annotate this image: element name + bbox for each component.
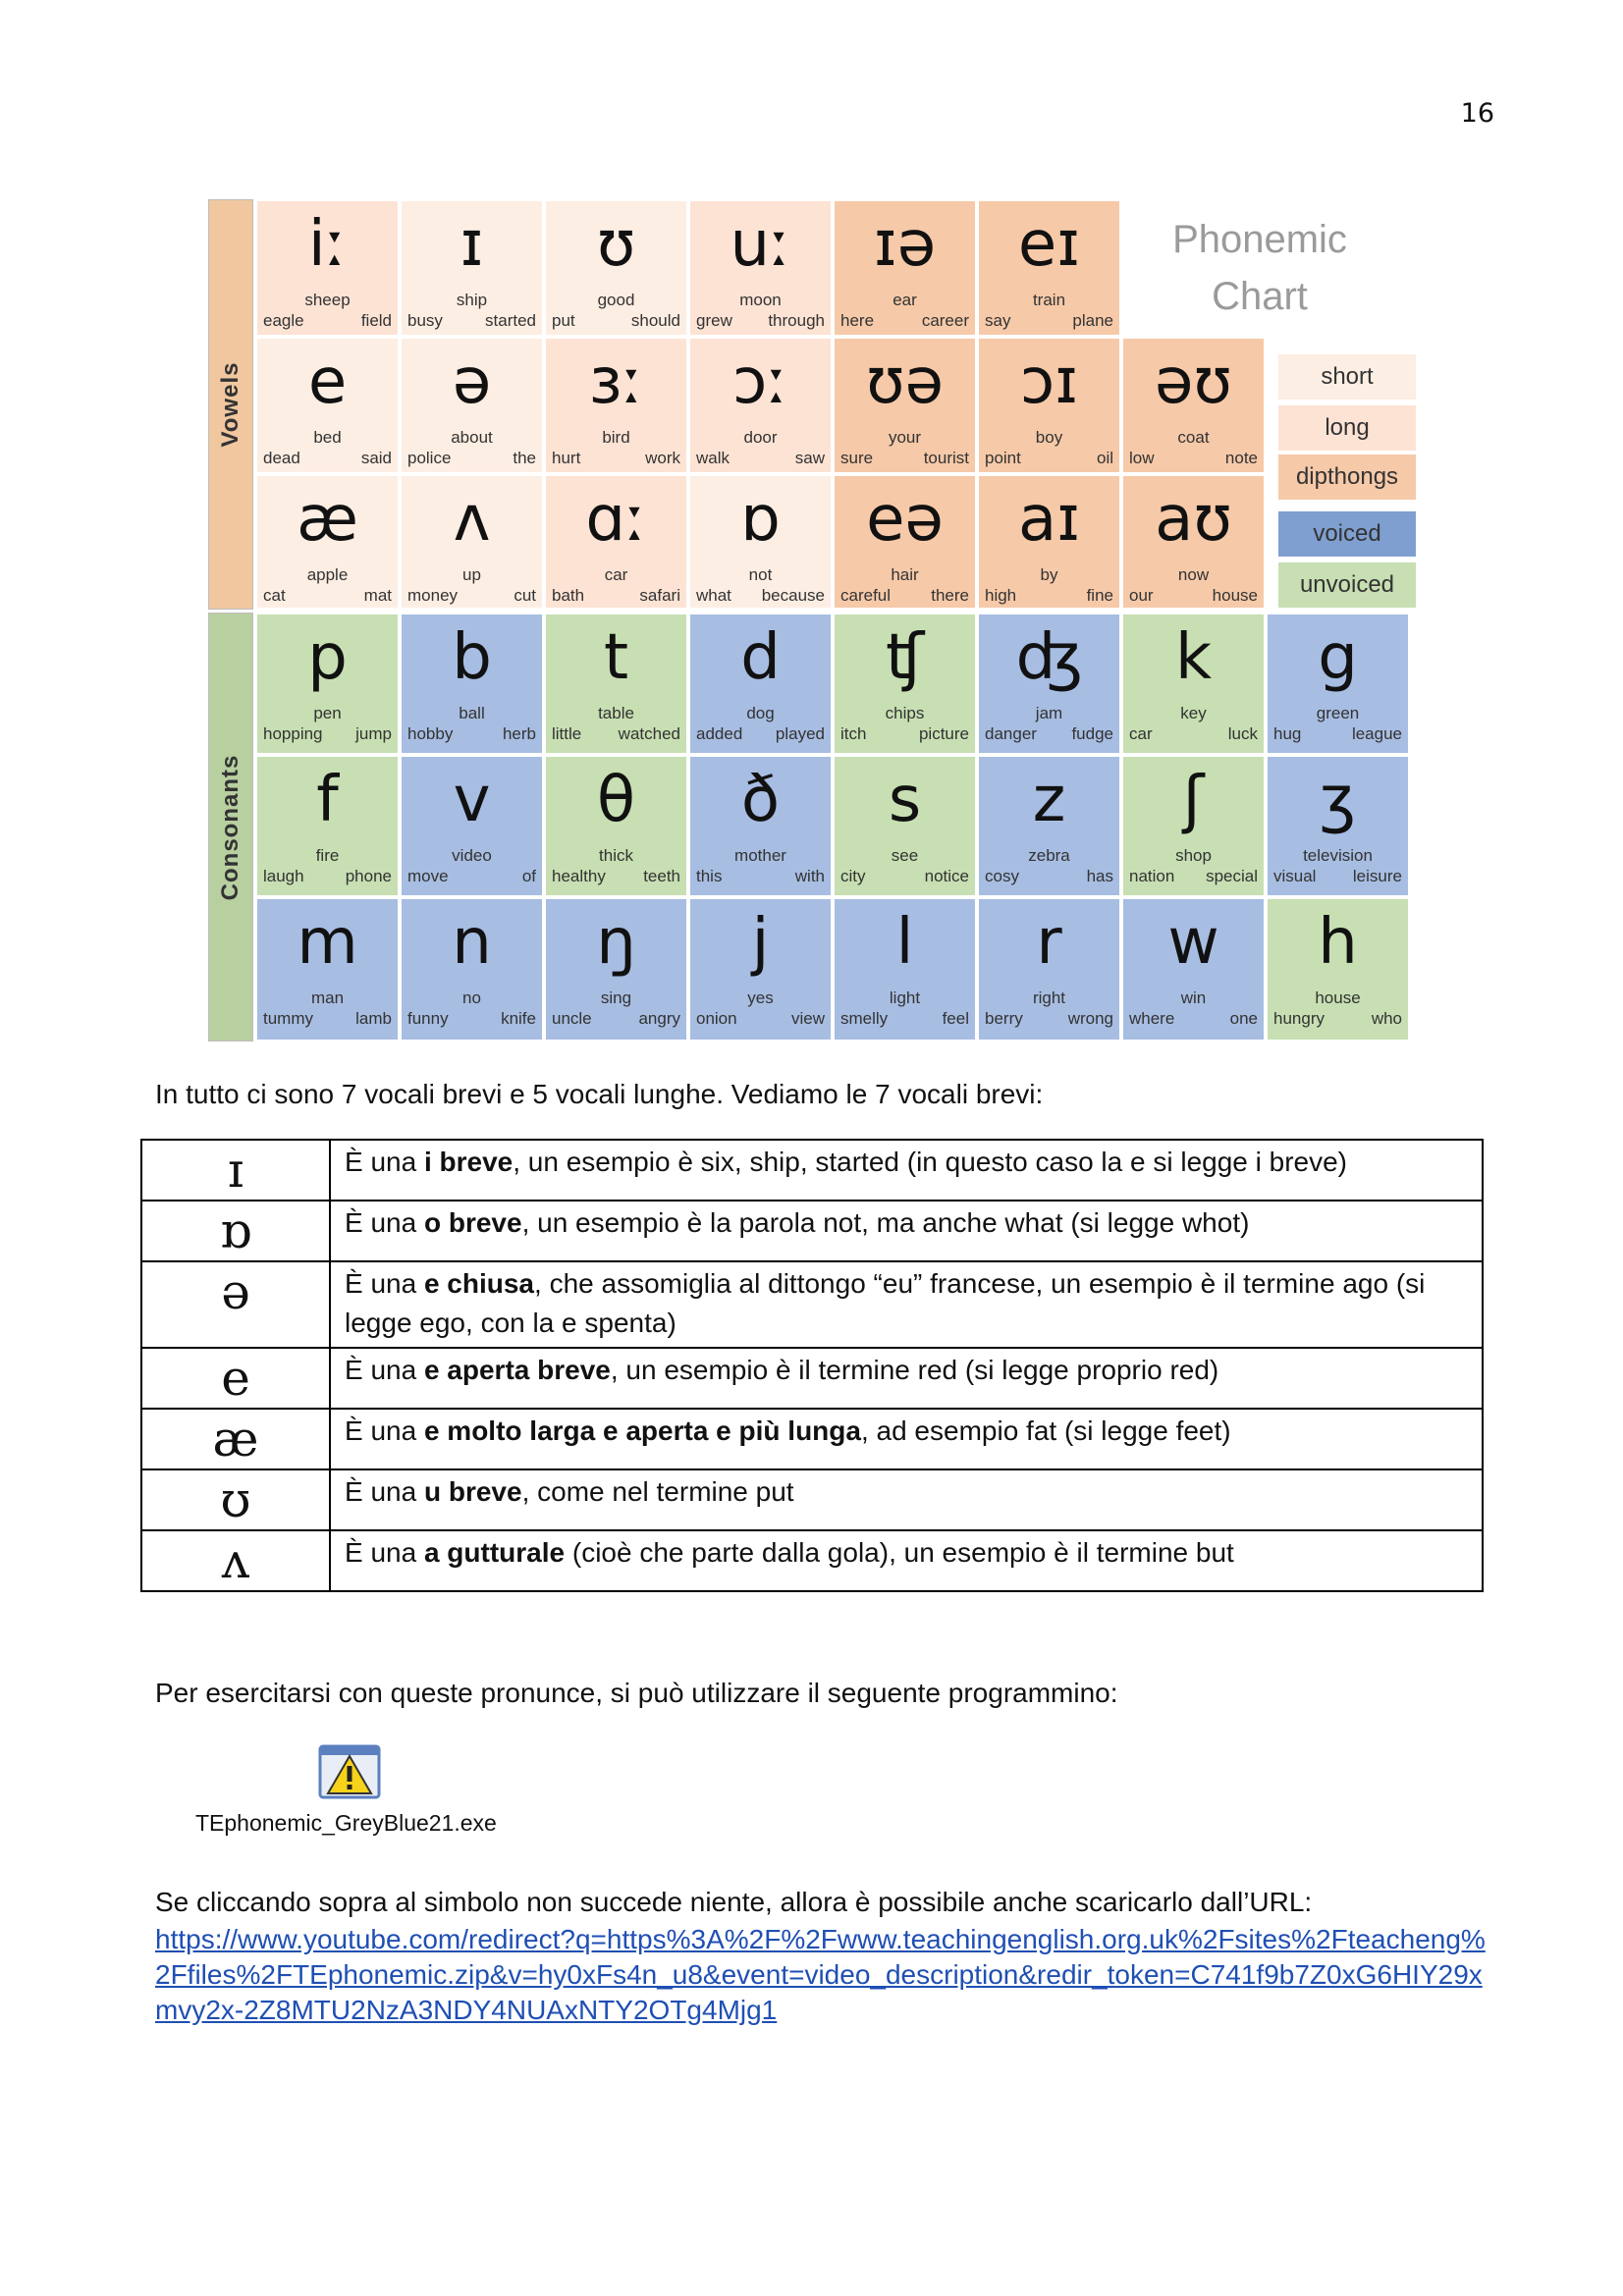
phoneme-symbol: j <box>751 906 770 979</box>
example-word: video <box>452 846 492 865</box>
example-word-right: feel <box>942 1009 969 1028</box>
description-bold: e aperta breve <box>423 1355 611 1385</box>
example-word-right: because <box>761 586 825 605</box>
example-word: car <box>604 565 628 584</box>
chart-cell <box>400 897 544 1041</box>
phoneme-symbol: ð <box>740 764 781 836</box>
chart-cell <box>255 897 400 1041</box>
description-rest: , un esempio è il termine red (si legge proprio red) <box>610 1355 1219 1385</box>
chart-cell <box>833 474 977 610</box>
example-word-right: work <box>645 449 680 467</box>
example-word: mother <box>734 846 786 865</box>
example-word-right: picture <box>918 724 969 743</box>
phoneme-symbol: aɪ <box>1018 483 1080 556</box>
chart-cell <box>400 613 544 755</box>
example-word-left: police <box>407 449 452 467</box>
description-rest: , un esempio è la parola not, ma anche what (si legge whot) <box>521 1207 1250 1238</box>
example-word-left: onion <box>696 1009 737 1028</box>
chart-cell <box>977 897 1121 1041</box>
vowel-description <box>330 1409 1483 1469</box>
example-word-right: through <box>768 311 825 330</box>
example-word-left: our <box>1129 586 1154 605</box>
vowel-symbol: ə <box>141 1261 330 1348</box>
chart-cell <box>977 337 1121 474</box>
example-word-right: note <box>1224 449 1258 467</box>
example-word: right <box>1032 988 1066 1007</box>
example-word-right: knife <box>501 1009 536 1028</box>
example-word-right: angry <box>638 1009 680 1028</box>
legend-short: short <box>1278 354 1416 400</box>
table-row <box>141 1201 1483 1261</box>
example-word: moon <box>739 291 782 309</box>
chart-cell <box>688 474 833 610</box>
table-row <box>141 1348 1483 1409</box>
example-word-right: wrong <box>1067 1009 1113 1028</box>
example-word: man <box>310 988 345 1007</box>
phoneme-symbol: z <box>1032 764 1066 836</box>
description-bold: o breve <box>423 1207 522 1238</box>
example-word-left: high <box>985 586 1017 605</box>
example-word-right: who <box>1371 1009 1402 1028</box>
practice-text: Per esercitarsi con queste pronunce, si può utilizzare il seguente programmino: <box>155 1678 1118 1708</box>
phoneme-symbol: h <box>1318 906 1358 979</box>
legend-long: long <box>1278 405 1416 451</box>
chart-cell <box>977 199 1121 337</box>
example-word: thick <box>599 846 633 865</box>
description-rest: , un esempio è six, ship, started (in questo caso la e si legge i breve) <box>513 1147 1348 1177</box>
phoneme-symbol: ɪ <box>460 208 484 281</box>
example-word: no <box>462 988 481 1007</box>
phoneme-symbol: m <box>297 906 358 979</box>
table-row <box>141 1469 1483 1530</box>
phoneme-symbol: d <box>740 621 781 694</box>
table-row <box>141 1261 1483 1348</box>
example-word-right: there <box>931 586 969 605</box>
description-rest: , che assomiglia al dittongo “eu” francese, un esempio è il termine ago (si legge ego, con la e spenta) <box>345 1268 1426 1338</box>
phoneme-symbol: s <box>888 764 922 836</box>
vowel-description <box>330 1201 1483 1261</box>
legend-unvoiced: unvoiced <box>1278 562 1416 608</box>
chart-cell <box>833 897 977 1041</box>
example-word-left: cosy <box>985 867 1019 885</box>
intro-text: In tutto ci sono 7 vocali brevi e 5 vocali lunghe. Vediamo le 7 vocali brevi: <box>155 1079 1044 1109</box>
example-word-left: funny <box>407 1009 449 1028</box>
phoneme-symbol: ʧ <box>885 621 925 694</box>
vowel-description <box>330 1261 1483 1348</box>
table-row <box>141 1409 1483 1469</box>
vowel-description <box>330 1140 1483 1201</box>
chart-cell <box>255 199 400 337</box>
example-word-right: league <box>1351 724 1402 743</box>
vowel-symbol: ʌ <box>141 1530 330 1591</box>
example-word-left: hug <box>1273 724 1302 743</box>
example-word: television <box>1303 846 1373 865</box>
legend-voiced: voiced <box>1278 511 1416 557</box>
warning-file-icon[interactable] <box>318 1744 381 1799</box>
chart-cell <box>833 199 977 337</box>
table-row <box>141 1140 1483 1201</box>
example-word-left: low <box>1129 449 1155 467</box>
example-word-left: careful <box>840 586 892 605</box>
example-word-right: field <box>360 311 392 330</box>
example-word: coat <box>1177 428 1210 447</box>
chart-title-line1: Phonemic <box>1172 218 1347 261</box>
example-word-left: laugh <box>263 867 304 885</box>
example-word-right: saw <box>794 449 825 467</box>
example-word: table <box>598 704 634 722</box>
download-url-link[interactable]: https://www.youtube.com/redirect?q=https%3A%2F%2Fwww.teachingenglish.org.uk%2Fsites%2Fteacheng%2Ffiles%2FTEphonemic.zip&v=hy0xFs4n_u8&event=video_description&redir_token=C741f9b7Z0xG6HIY29xmvy2x-2Z8MTU2NzA3NDY4NUAxNTY2OTg4Mjg1 <box>155 1924 1486 2025</box>
example-word-left: visual <box>1273 867 1317 885</box>
description-prefix: È una <box>345 1537 424 1568</box>
example-word: about <box>451 428 493 447</box>
chart-cell <box>400 474 544 610</box>
example-word: key <box>1180 704 1207 722</box>
phoneme-symbol: f <box>316 764 339 836</box>
example-word-right: one <box>1229 1009 1258 1028</box>
example-word-right: started <box>485 311 536 330</box>
example-word-left: walk <box>696 449 730 467</box>
example-word-left: hobby <box>407 724 454 743</box>
example-word-right: fudge <box>1071 724 1113 743</box>
chart-cell <box>1121 755 1266 897</box>
phoneme-symbol: t <box>603 621 629 694</box>
description-bold: u breve <box>423 1476 522 1507</box>
phoneme-symbol: θ <box>596 764 636 836</box>
example-word: your <box>888 428 922 447</box>
chart-cell <box>544 337 688 474</box>
phoneme-symbol: ə <box>452 346 492 418</box>
chart-cell <box>833 613 977 755</box>
example-word: see <box>891 846 919 865</box>
example-word-left: bath <box>552 586 585 605</box>
example-word-left: nation <box>1129 867 1175 885</box>
example-word-right: of <box>521 867 536 885</box>
example-word-left: eagle <box>263 311 304 330</box>
example-word-left: car <box>1129 724 1153 743</box>
phoneme-symbol: aʊ <box>1155 483 1232 556</box>
phoneme-symbol: eə <box>866 483 944 556</box>
chart-cell <box>1266 613 1410 755</box>
example-word-left: point <box>985 449 1021 467</box>
chart-cell <box>688 897 833 1041</box>
phoneme-symbol: uː <box>730 208 791 281</box>
chart-cell <box>977 613 1121 755</box>
chart-cell <box>977 474 1121 610</box>
example-word: bird <box>602 428 630 447</box>
example-word-left: say <box>985 311 1011 330</box>
example-word: not <box>748 565 773 584</box>
description-prefix: È una <box>345 1476 424 1507</box>
example-word-right: with <box>794 867 825 885</box>
phoneme-symbol: ɒ <box>740 483 781 556</box>
example-word-right: leisure <box>1352 867 1402 885</box>
description-bold: e chiusa <box>423 1268 535 1299</box>
phoneme-symbol: ʃ <box>1182 764 1205 836</box>
chart-cell <box>1121 474 1266 610</box>
table-row <box>141 1530 1483 1591</box>
example-word-right: jump <box>355 724 392 743</box>
chart-cell <box>1121 897 1266 1041</box>
chart-cell <box>544 613 688 755</box>
example-word-left: city <box>840 867 866 885</box>
chart-cell <box>255 755 400 897</box>
example-word-right: has <box>1086 867 1113 885</box>
example-word-right: safari <box>639 586 680 605</box>
example-word: green <box>1316 704 1360 722</box>
chart-title <box>1137 211 1382 325</box>
example-word-right: mat <box>363 586 392 605</box>
description-prefix: È una <box>345 1355 424 1385</box>
example-word: train <box>1032 291 1066 309</box>
phoneme-symbol: v <box>453 764 491 836</box>
vowel-symbol: æ <box>141 1409 330 1469</box>
chart-cell <box>977 755 1121 897</box>
example-word: house <box>1315 988 1361 1007</box>
download-text: Se cliccando sopra al simbolo non succede niente, allora è possibile anche scaricarlo dall’URL: <box>155 1887 1313 1917</box>
chart-cell <box>255 474 400 610</box>
example-word-left: dead <box>263 449 300 467</box>
example-word-right: notice <box>924 867 969 885</box>
example-word-right: watched <box>618 724 680 743</box>
phoneme-symbol: ɑː <box>585 483 647 556</box>
phoneme-symbol: iː <box>307 208 348 281</box>
example-word: zebra <box>1028 846 1070 865</box>
example-word-left: smelly <box>840 1009 889 1028</box>
example-word-right: career <box>921 311 969 330</box>
example-word: sheep <box>304 291 351 309</box>
example-word-left: grew <box>696 311 732 330</box>
example-word-left: where <box>1129 1009 1175 1028</box>
example-word-left: sure <box>840 449 874 467</box>
example-word-left: little <box>552 724 582 743</box>
example-word-right: lamb <box>355 1009 392 1028</box>
example-word-left: hurt <box>552 449 581 467</box>
example-word: ear <box>893 291 917 309</box>
phoneme-symbol: ʌ <box>453 483 491 556</box>
vowel-description <box>330 1530 1483 1591</box>
example-word-right: tourist <box>923 449 969 467</box>
example-word: pen <box>313 704 342 722</box>
example-word-right: fine <box>1086 586 1113 605</box>
example-word-left: busy <box>407 311 443 330</box>
chart-cell <box>688 337 833 474</box>
chart-cell <box>1266 755 1410 897</box>
phoneme-symbol: r <box>1036 906 1062 979</box>
example-word-left: money <box>407 586 459 605</box>
phoneme-symbol: əʊ <box>1155 346 1232 418</box>
chart-cell <box>255 337 400 474</box>
example-word-left: uncle <box>552 1009 592 1028</box>
phonemic-chart <box>208 199 1418 1041</box>
phoneme-symbol: g <box>1318 621 1358 694</box>
chart-cell <box>1121 337 1266 474</box>
example-word: door <box>743 428 778 447</box>
chart-cell <box>688 199 833 337</box>
example-word: by <box>1040 565 1058 584</box>
phoneme-symbol: ɜː <box>588 346 644 418</box>
example-word-right: cut <box>514 586 536 605</box>
phoneme-symbol: ʊ <box>596 208 636 281</box>
vowel-symbol: ɪ <box>141 1140 330 1201</box>
vowels-side-label <box>208 199 253 610</box>
description-prefix: È una <box>345 1415 424 1446</box>
example-word: hair <box>891 565 919 584</box>
phoneme-symbol: ʒ <box>1320 764 1356 836</box>
phoneme-symbol: p <box>307 621 348 694</box>
example-word-left: healthy <box>552 867 606 885</box>
example-word-left: added <box>696 724 743 743</box>
page-number: 16 <box>1460 98 1494 129</box>
example-word-left: this <box>696 867 723 885</box>
chart-cell <box>688 613 833 755</box>
example-word-right: played <box>775 724 825 743</box>
vowel-symbol: ʊ <box>141 1469 330 1530</box>
phoneme-symbol: æ <box>297 483 358 556</box>
example-word-right: luck <box>1227 724 1258 743</box>
example-word: sing <box>600 988 632 1007</box>
example-word-right: should <box>630 311 680 330</box>
description-rest: , ad esempio fat (si legge feet) <box>860 1415 1231 1446</box>
example-word-right: oil <box>1096 449 1113 467</box>
vowel-symbol: e <box>141 1348 330 1409</box>
chart-cell <box>1266 897 1410 1041</box>
phoneme-symbol: l <box>895 906 914 979</box>
example-word-left: what <box>696 586 731 605</box>
example-word: ship <box>456 291 488 309</box>
example-word-left: here <box>840 311 875 330</box>
chart-cell <box>1121 613 1266 755</box>
example-word-left: danger <box>985 724 1037 743</box>
example-word: now <box>1177 565 1210 584</box>
example-word-left: cat <box>263 586 286 605</box>
example-word: good <box>597 291 635 309</box>
phoneme-symbol: b <box>452 621 492 694</box>
example-word-right: plane <box>1072 311 1113 330</box>
description-prefix: È una <box>345 1147 424 1177</box>
description-prefix: È una <box>345 1207 424 1238</box>
example-word: fire <box>315 846 340 865</box>
example-word-left: hopping <box>263 724 323 743</box>
example-word-right: teeth <box>643 867 680 885</box>
vowel-symbol: ɒ <box>141 1201 330 1261</box>
phoneme-symbol: ŋ <box>596 906 636 979</box>
chart-cell <box>544 897 688 1041</box>
example-word: jam <box>1035 704 1063 722</box>
description-rest: (cioè che parte dalla gola), un esempio è il termine but <box>565 1537 1234 1568</box>
phoneme-symbol: n <box>452 906 492 979</box>
example-word: yes <box>747 988 774 1007</box>
example-word-left: tummy <box>263 1009 313 1028</box>
description-rest: , come nel termine put <box>521 1476 794 1507</box>
chart-cell <box>833 755 977 897</box>
example-word-left: put <box>552 311 575 330</box>
example-word-left: berry <box>985 1009 1023 1028</box>
example-word: boy <box>1035 428 1063 447</box>
example-word: dog <box>746 704 775 722</box>
chart-cell <box>400 199 544 337</box>
short-vowels-table <box>140 1139 1484 1592</box>
example-word-right: view <box>790 1009 825 1028</box>
example-word-left: hungry <box>1273 1009 1325 1028</box>
chart-cell <box>400 755 544 897</box>
chart-cell <box>688 755 833 897</box>
description-bold: i breve <box>423 1147 514 1177</box>
example-word: light <box>889 988 921 1007</box>
vowel-description <box>330 1348 1483 1409</box>
phoneme-symbol: ɔɪ <box>1020 346 1078 418</box>
phoneme-symbol: ɔː <box>732 346 788 418</box>
description-bold: e molto larga e aperta e più lunga <box>423 1415 861 1446</box>
phoneme-symbol: k <box>1174 621 1213 694</box>
example-word-right: herb <box>502 724 536 743</box>
consonants-side-label <box>208 613 253 1041</box>
attachment-filename[interactable]: TEphonemic_GreyBlue21.exe <box>195 1810 497 1836</box>
chart-cell <box>544 755 688 897</box>
example-word: bed <box>313 428 342 447</box>
phoneme-symbol: ʤ <box>1015 621 1083 694</box>
phoneme-symbol: ʊə <box>866 346 944 418</box>
example-word-right: said <box>360 449 392 467</box>
example-word-right: phone <box>345 867 392 885</box>
legend-dipthongs: dipthongs <box>1278 454 1416 500</box>
example-word: win <box>1180 988 1207 1007</box>
phoneme-symbol: e <box>307 346 348 418</box>
example-word-right: special <box>1206 867 1258 885</box>
chart-cell <box>544 199 688 337</box>
chart-title-line2: Chart <box>1212 275 1308 318</box>
phoneme-symbol: ɪə <box>873 208 937 281</box>
example-word-right: house <box>1212 586 1258 605</box>
consonants-label-text: Consonants <box>217 754 243 900</box>
example-word: chips <box>885 704 925 722</box>
example-word: ball <box>459 704 485 722</box>
chart-cell <box>400 337 544 474</box>
example-word: apple <box>306 565 349 584</box>
example-word: shop <box>1175 846 1212 865</box>
vowels-label-text: Vowels <box>217 361 243 448</box>
example-word-right: the <box>513 449 536 467</box>
chart-cell <box>544 474 688 610</box>
chart-cell <box>255 613 400 755</box>
phoneme-symbol: eɪ <box>1017 208 1081 281</box>
example-word: up <box>462 565 481 584</box>
description-prefix: È una <box>345 1268 424 1299</box>
vowel-description <box>330 1469 1483 1530</box>
description-bold: a gutturale <box>423 1537 566 1568</box>
example-word-left: move <box>407 867 449 885</box>
example-word-left: itch <box>840 724 867 743</box>
phoneme-symbol: w <box>1167 906 1219 979</box>
chart-cell <box>833 337 977 474</box>
